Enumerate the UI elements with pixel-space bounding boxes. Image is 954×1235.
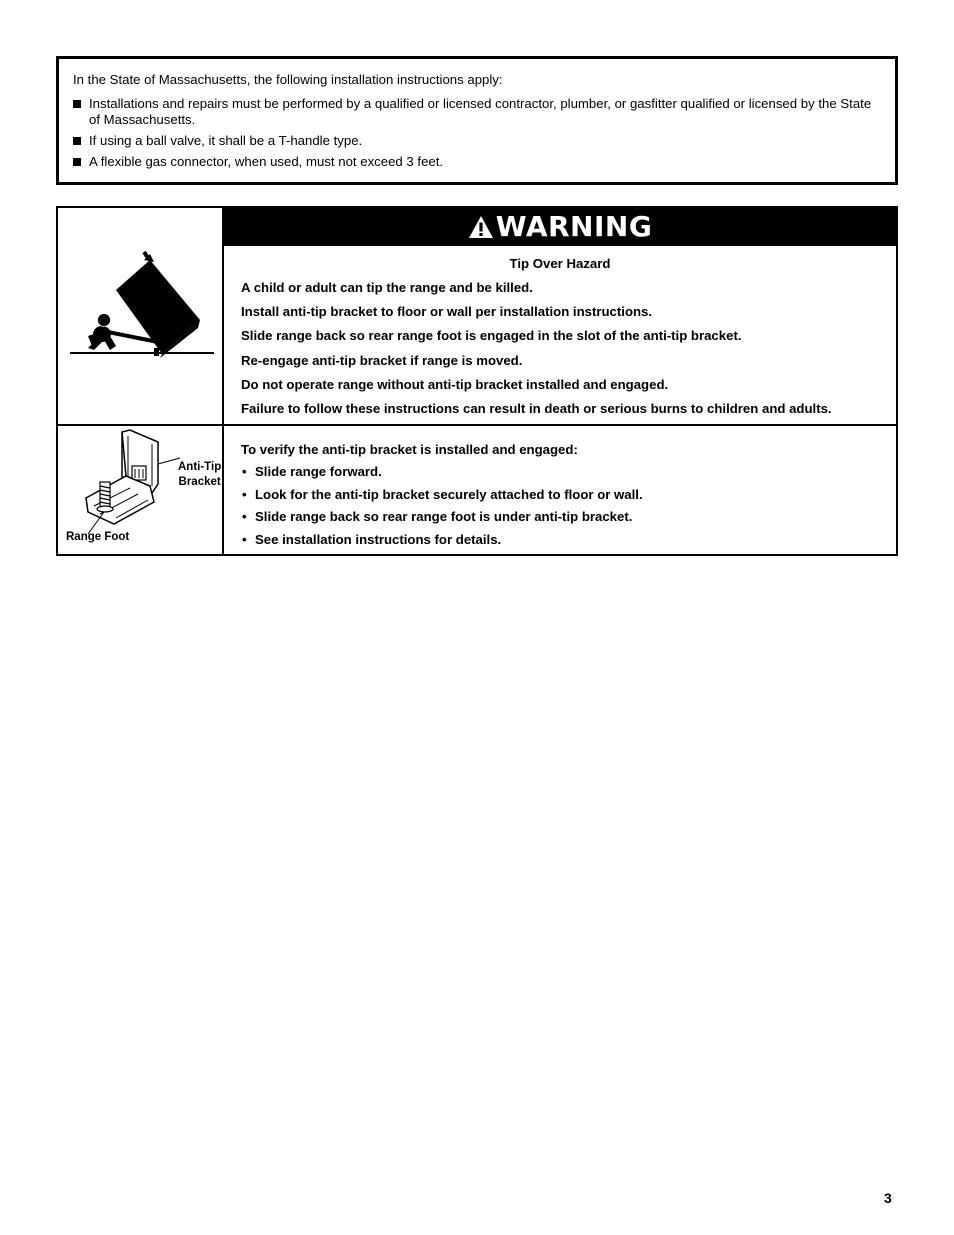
- list-item: If using a ball valve, it shall be a T-handle type.: [73, 133, 873, 149]
- bracket-illustration: [58, 426, 224, 554]
- warning-line: Do not operate range without anti-tip bracket installed and engaged.: [241, 376, 669, 392]
- verify-list: [241, 464, 881, 554]
- list-item: A flexible gas connector, when used, must not exceed 3 feet.: [73, 154, 873, 170]
- tip-over-illustration: [58, 208, 224, 424]
- range-tip-over-icon: [58, 208, 222, 424]
- range-foot-label: Range Foot: [66, 531, 130, 543]
- massachusetts-list: [73, 96, 873, 175]
- square-bullet-icon: [73, 137, 81, 145]
- verify-heading: To verify the anti-tip bracket is installed and engaged:: [241, 442, 578, 457]
- warning-header: [224, 208, 896, 246]
- list-item: • Look for the anti-tip bracket securely attached to floor or wall.: [242, 486, 643, 502]
- massachusetts-notice: [56, 56, 898, 185]
- warning-line: Failure to follow these instructions can result in death or serious burns to children and adults.: [241, 400, 832, 416]
- list-item: • Slide range forward.: [242, 464, 382, 479]
- massachusetts-intro: In the State of Massachusetts, the following installation instructions apply:: [73, 72, 503, 87]
- list-item: • Slide range back so rear range foot is under anti-tip bracket.: [242, 509, 633, 525]
- list-item: • See installation instructions for details.: [242, 531, 502, 547]
- list-item: Installations and repairs must be performed by a qualified or licensed contractor, plumber, or gasfitter qualified or licensed by the State of Massachusetts.: [73, 96, 873, 128]
- warning-line: Install anti-tip bracket to floor or wall per installation instructions.: [241, 304, 653, 320]
- warning-lines: [241, 280, 891, 425]
- page-number: 3: [884, 1190, 892, 1206]
- warning-title: WARNING: [495, 210, 653, 243]
- square-bullet-icon: [73, 158, 81, 166]
- warning-line: Slide range back so rear range foot is engaged in the slot of the anti-tip bracket.: [241, 328, 742, 344]
- hazard-title: Tip Over Hazard: [509, 256, 611, 271]
- square-bullet-icon: [73, 100, 81, 108]
- anti-tip-label: Anti-Tip Bracket: [178, 461, 222, 488]
- warning-line: A child or adult can tip the range and be killed.: [241, 280, 533, 295]
- tip-over-warning: [56, 206, 898, 556]
- warning-triangle-icon: [468, 215, 494, 239]
- warning-line: Re-engage anti-tip bracket if range is moved.: [241, 352, 523, 368]
